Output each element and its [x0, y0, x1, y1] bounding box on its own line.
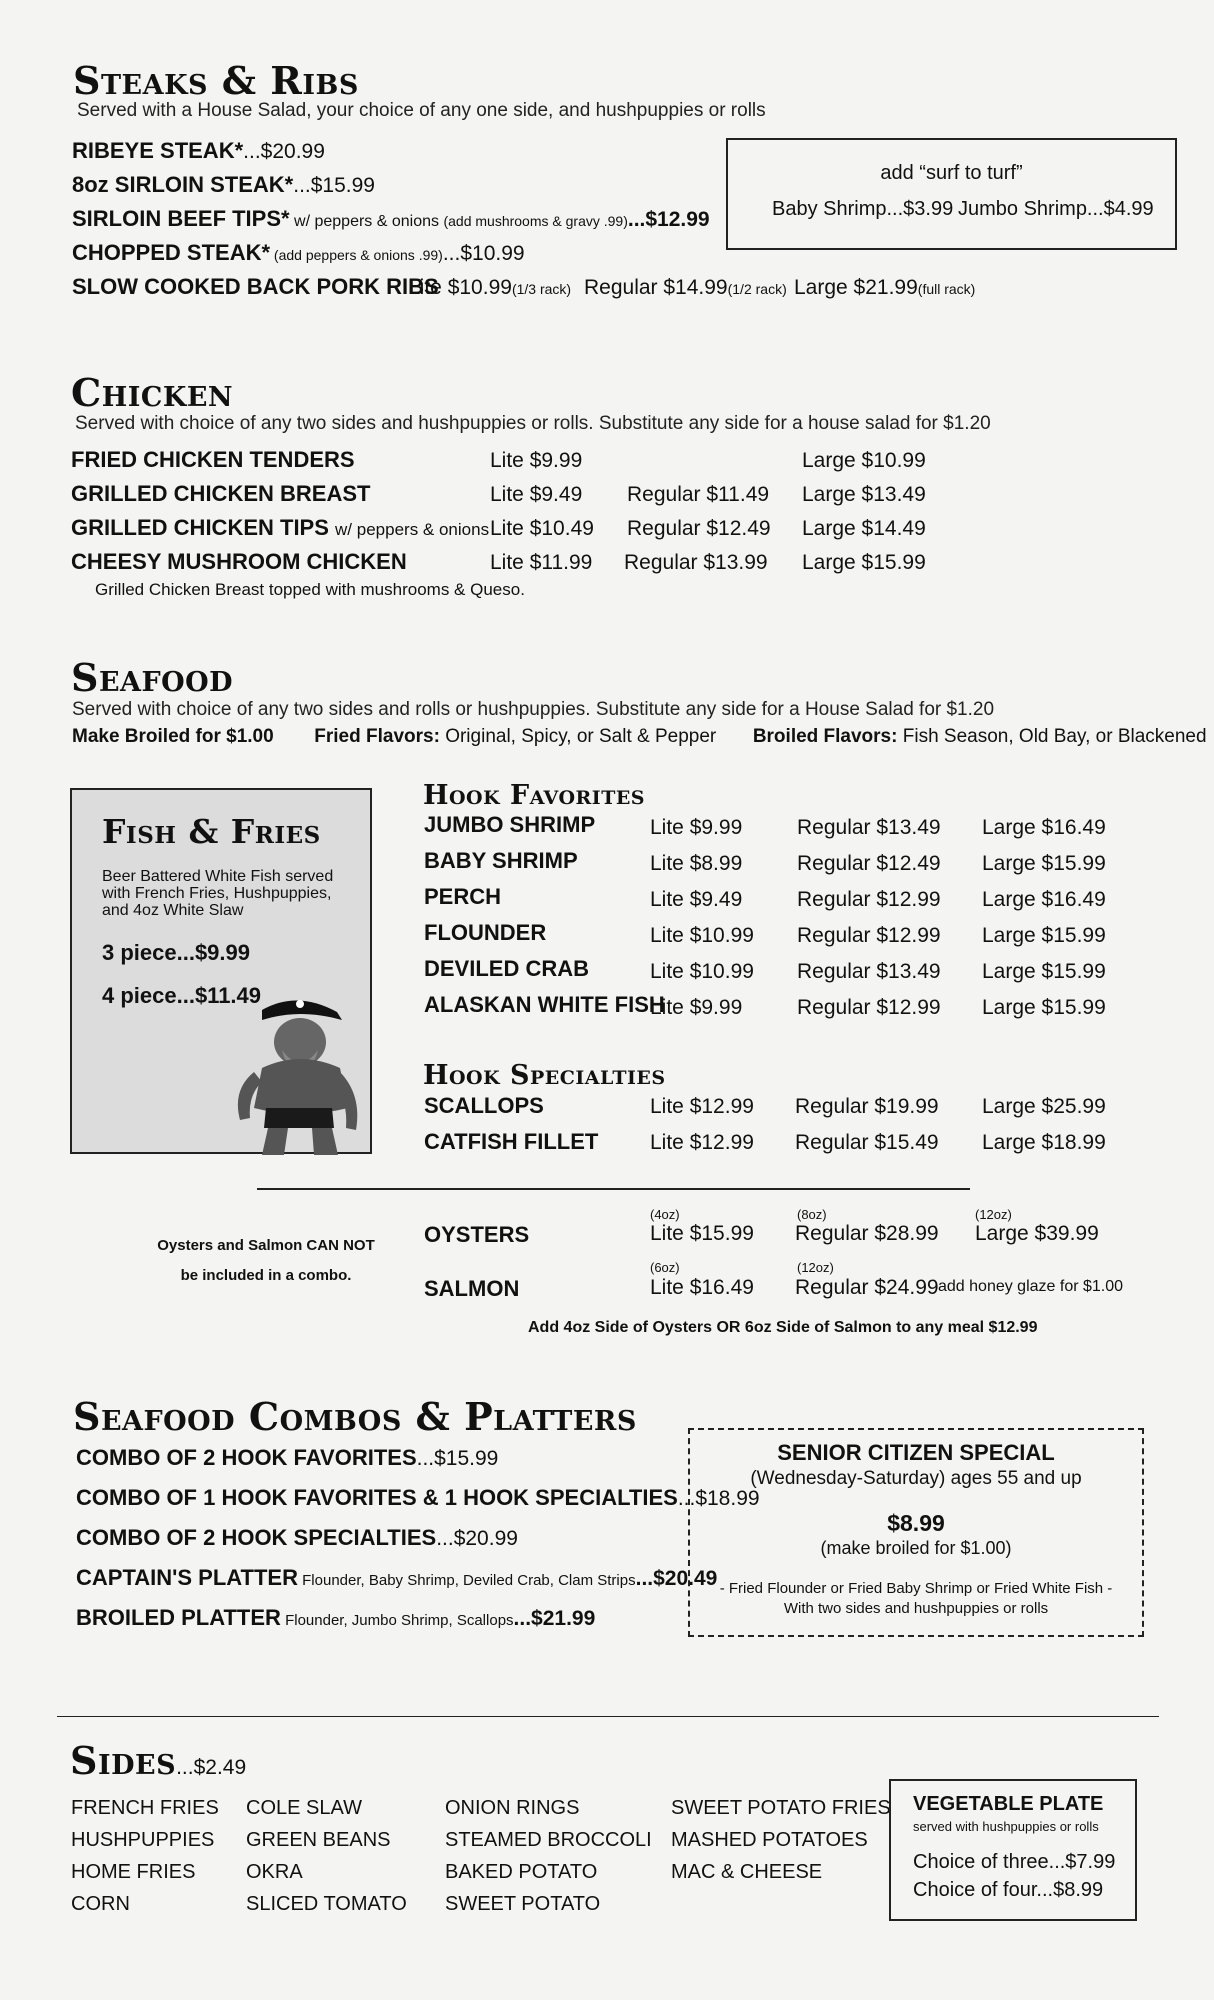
- chicken-row-0-name: FRIED CHICKEN TENDERS: [71, 447, 355, 472]
- side-item: SWEET POTATO: [445, 1893, 601, 1915]
- side-item: STEAMED BROCCOLI: [445, 1829, 652, 1851]
- fav-2-name: PERCH: [424, 884, 502, 909]
- chicken-row-3-regular: Regular $13.99: [624, 551, 768, 574]
- menu-item-pork-ribs: [72, 274, 439, 300]
- side-item: MAC & CHEESE: [671, 1861, 823, 1883]
- sides-price: ...$2.49: [176, 1756, 247, 1779]
- captains-platter-desc: Flounder, Baby Shrimp, Deviled Crab, Clam Strips: [297, 1572, 636, 1589]
- fish-fries-three: 3 piece...$9.99: [102, 940, 250, 965]
- captains-platter-name: CAPTAIN'S PLATTER: [76, 1565, 298, 1590]
- seafood-title: Seafood: [71, 655, 234, 700]
- broiled-platter-desc: Flounder, Jumbo Shrimp, Scallops: [280, 1612, 514, 1629]
- fav-3-large: Large $15.99: [982, 924, 1106, 947]
- combos-title: Seafood Combos & Platters: [73, 1394, 637, 1439]
- hook-specialties-title: Hook Specialties: [423, 1060, 666, 1091]
- salmon-regular-size: (12oz): [797, 1260, 834, 1275]
- add-side-note: Add 4oz Side of Oysters OR 6oz Side of Salmon to any meal $12.99: [528, 1319, 1038, 1336]
- fav-4-name: DEVILED CRAB: [424, 956, 590, 981]
- make-broiled: Make Broiled for $1.00: [72, 726, 274, 747]
- fav-5-regular: Regular $12.99: [797, 996, 941, 1019]
- ribs-regular-note: (1/2 rack): [727, 281, 787, 297]
- fav-1-name: BABY SHRIMP: [424, 848, 578, 873]
- chicken-subtitle: Served with choice of any two sides and hushpuppies or rolls. Substitute any side for a house salad for $1.20: [75, 413, 991, 434]
- item-price: ...$15.99: [293, 174, 375, 197]
- sides-title: Sides: [70, 1738, 177, 1783]
- menu-item-ribeye: [72, 138, 325, 164]
- ribs-lite-price: Lite $10.99: [408, 276, 512, 299]
- broiled-platter-price: ...$21.99: [513, 1607, 596, 1630]
- pirate-bigfoot-mascot-icon: [222, 990, 372, 1160]
- spec-1-lite: Lite $12.99: [650, 1131, 754, 1154]
- oysters-lite: Lite $15.99: [650, 1222, 754, 1245]
- hook-favorites-title: Hook Favorites: [423, 780, 646, 811]
- menu-item-chopped-steak: [72, 240, 525, 266]
- fav-0-regular: Regular $13.49: [797, 816, 941, 839]
- fav-0-large: Large $16.49: [982, 816, 1106, 839]
- sides-header: [70, 1738, 246, 1783]
- salmon-lite-size: (6oz): [650, 1260, 680, 1275]
- combo-2: [76, 1485, 760, 1511]
- fav-1-regular: Regular $12.49: [797, 852, 941, 875]
- item-name: RIBEYE STEAK*: [72, 138, 244, 163]
- captains-platter-price: ...$20.49: [635, 1567, 718, 1590]
- chicken-row-3-lite: Lite $11.99: [490, 551, 593, 574]
- fav-4-regular: Regular $13.49: [797, 960, 941, 983]
- side-item: GREEN BEANS: [246, 1829, 391, 1851]
- spec-1-name: CATFISH FILLET: [424, 1129, 599, 1154]
- fav-5-name: ALASKAN WHITE FISH: [424, 992, 665, 1017]
- combo-1-name: COMBO OF 2 HOOK FAVORITES: [76, 1445, 417, 1470]
- fav-2-regular: Regular $12.99: [797, 888, 941, 911]
- surf-jumbo-shrimp: Jumbo Shrimp...$4.99: [958, 198, 1154, 220]
- senior-title: SENIOR CITIZEN SPECIAL: [777, 1440, 1055, 1465]
- seafood-subtitle: Served with choice of any two sides and rolls or hushpuppies. Substitute any side for a House Salad for $1.20: [72, 699, 995, 720]
- fried-flavors-label: Fried Flavors:: [314, 726, 440, 747]
- fav-4-lite: Lite $10.99: [650, 960, 754, 983]
- chicken-row-1-large: Large $13.49: [802, 483, 926, 506]
- broiled-platter-name: BROILED PLATTER: [76, 1605, 281, 1630]
- side-item: ONION RINGS: [445, 1797, 580, 1819]
- sides-col-3: [445, 1792, 652, 1920]
- combo-note-2: be included in a combo.: [180, 1267, 352, 1284]
- side-item: BAKED POTATO: [445, 1861, 598, 1883]
- side-item: CORN: [71, 1893, 130, 1915]
- vegetable-plate-box: [889, 1779, 1137, 1921]
- fav-0-name: JUMBO SHRIMP: [424, 812, 596, 837]
- chicken-title: Chicken: [71, 370, 234, 415]
- chicken-row-1-lite: Lite $9.49: [490, 483, 583, 506]
- broiled-platter: [76, 1605, 595, 1631]
- fav-2-lite: Lite $9.49: [650, 888, 743, 911]
- oysters-large: Large $39.99: [975, 1222, 1099, 1245]
- item-desc: w/ peppers & onions: [289, 213, 444, 230]
- chicken-row-2-lite: Lite $10.49: [490, 517, 594, 540]
- item-name: 8oz SIRLOIN STEAK*: [72, 172, 294, 197]
- spec-0-regular: Regular $19.99: [795, 1095, 939, 1118]
- item-price: ...$12.99: [627, 208, 710, 231]
- combo-3-price: ...$20.99: [436, 1527, 518, 1550]
- chicken-row-0-lite: Lite $9.99: [490, 449, 583, 472]
- salmon-lite: Lite $16.49: [650, 1276, 754, 1299]
- senior-options: - Fried Flounder or Fried Baby Shrimp or Fried White Fish -: [719, 1580, 1113, 1597]
- fav-5-large: Large $15.99: [982, 996, 1106, 1019]
- combo-3-name: COMBO OF 2 HOOK SPECIALTIES: [76, 1525, 437, 1550]
- combo-2-name: COMBO OF 1 HOOK FAVORITES & 1 HOOK SPECIALTIES: [76, 1485, 678, 1510]
- combo-1: [76, 1445, 498, 1471]
- side-item: HOME FRIES: [71, 1861, 196, 1883]
- sides-col-4: [671, 1792, 891, 1888]
- spec-0-lite: Lite $12.99: [650, 1095, 754, 1118]
- broiled-flavors: Fish Season, Old Bay, or Blackened: [897, 726, 1207, 747]
- sides-divider: [57, 1716, 1159, 1717]
- oysters-regular-size: (8oz): [797, 1207, 827, 1222]
- captains-platter: [76, 1565, 717, 1591]
- chicken-row-0-large: Large $10.99: [802, 449, 926, 472]
- surf-baby-shrimp: Baby Shrimp...$3.99: [772, 198, 954, 220]
- salmon-regular: Regular $24.99: [795, 1276, 939, 1299]
- combo-note-1: Oysters and Salmon CAN NOT: [157, 1237, 375, 1254]
- chicken-row-1-regular: Regular $11.49: [627, 483, 770, 506]
- fav-0-lite: Lite $9.99: [650, 816, 743, 839]
- veg-three: Choice of three...$7.99: [913, 1851, 1116, 1873]
- fish-fries-desc: Beer Battered White Fish served with French Fries, Hushpuppies, and 4oz White Slaw: [102, 868, 334, 919]
- side-item: FRENCH FRIES: [71, 1797, 219, 1819]
- item-name: CHOPPED STEAK*: [72, 240, 271, 265]
- fav-4-large: Large $15.99: [982, 960, 1106, 983]
- sides-col-1: [71, 1792, 219, 1920]
- ribs-large-note: (full rack): [917, 281, 976, 297]
- ribs-regular: [584, 276, 787, 300]
- item-note: (add peppers & onions .99): [270, 247, 443, 263]
- oysters-large-size: (12oz): [975, 1207, 1012, 1222]
- spec-1-large: Large $18.99: [982, 1131, 1106, 1154]
- spec-0-large: Large $25.99: [982, 1095, 1106, 1118]
- chicken-row-2-desc: w/ peppers & onions: [335, 520, 490, 539]
- item-price: ...$10.99: [442, 242, 525, 265]
- item-name: SLOW COOKED BACK PORK RIBS: [72, 274, 439, 299]
- chicken-row-3-large: Large $15.99: [802, 551, 926, 574]
- senior-price: $8.99: [887, 1510, 945, 1536]
- ribs-large: [794, 276, 975, 300]
- fav-1-large: Large $15.99: [982, 852, 1106, 875]
- veg-sub: served with hushpuppies or rolls: [913, 1819, 1099, 1834]
- chicken-row-2-large: Large $14.49: [802, 517, 926, 540]
- side-item: COLE SLAW: [246, 1797, 362, 1819]
- oysters-regular: Regular $28.99: [795, 1222, 939, 1245]
- chicken-row-2-regular: Regular $12.49: [627, 517, 771, 540]
- salmon-name: SALMON: [424, 1276, 520, 1301]
- seafood-divider: [257, 1188, 970, 1190]
- surf-to-turf-box: [726, 138, 1177, 250]
- combo-2-price: ...$18.99: [677, 1487, 760, 1510]
- spec-0-name: SCALLOPS: [424, 1093, 544, 1118]
- oysters-name: OYSTERS: [424, 1222, 530, 1247]
- fav-5-lite: Lite $9.99: [650, 996, 743, 1019]
- senior-broiled: (make broiled for $1.00): [820, 1538, 1012, 1558]
- steaks-title: Steaks & Ribs: [73, 58, 359, 103]
- fish-fries-four: 4 piece...$11.49: [102, 983, 262, 1008]
- ribs-lite: [408, 276, 571, 300]
- fav-2-large: Large $16.49: [982, 888, 1106, 911]
- seafood-flavors: [72, 726, 1207, 748]
- oysters-lite-size: (4oz): [650, 1207, 680, 1222]
- fav-3-lite: Lite $10.99: [650, 924, 754, 947]
- chicken-row-2-name: GRILLED CHICKEN TIPS w/ peppers & onions: [71, 515, 490, 540]
- fish-fries-box: [70, 788, 372, 1154]
- menu-item-beef-tips: [72, 206, 710, 232]
- fish-fries-title: Fish & Fries: [102, 812, 321, 851]
- menu-item-sirloin: [72, 172, 375, 198]
- spec-1-regular: Regular $15.49: [795, 1131, 939, 1154]
- ribs-regular-price: Regular $14.99: [584, 276, 728, 299]
- item-price: ...$20.99: [243, 140, 325, 163]
- senior-with: With two sides and hushpuppies or rolls: [783, 1600, 1049, 1617]
- combo-1-price: ...$15.99: [416, 1447, 499, 1470]
- fav-3-regular: Regular $12.99: [797, 924, 941, 947]
- sides-col-2: [246, 1792, 407, 1920]
- broiled-flavors-label: Broiled Flavors:: [752, 726, 898, 747]
- combo-3: [76, 1525, 518, 1551]
- senior-special-box: [688, 1428, 1144, 1637]
- side-item: HUSHPUPPIES: [71, 1829, 215, 1851]
- senior-days: (Wednesday-Saturday) ages 55 and up: [750, 1468, 1082, 1489]
- veg-title: VEGETABLE PLATE: [913, 1793, 1104, 1815]
- chicken-row-1-name: GRILLED CHICKEN BREAST: [71, 481, 371, 506]
- ribs-large-price: Large $21.99: [794, 276, 918, 299]
- surf-title: add “surf to turf”: [880, 162, 1023, 184]
- fav-1-lite: Lite $8.99: [650, 852, 743, 875]
- item-name: SIRLOIN BEEF TIPS*: [72, 206, 290, 231]
- steaks-subtitle: Served with a House Salad, your choice of any one side, and hushpuppies or rolls: [77, 100, 766, 121]
- side-item: SLICED TOMATO: [246, 1893, 407, 1915]
- ribs-lite-note: (1/3 rack): [511, 281, 572, 297]
- cheesy-chicken-desc: Grilled Chicken Breast topped with mushrooms & Queso.: [95, 580, 525, 599]
- salmon-glaze: add honey glaze for $1.00: [938, 1278, 1124, 1295]
- side-item: MASHED POTATOES: [671, 1829, 868, 1851]
- veg-four: Choice of four...$8.99: [913, 1879, 1104, 1901]
- item-note: (add mushrooms & gravy .99): [443, 213, 628, 229]
- fried-flavors: Original, Spicy, or Salt & Pepper: [439, 726, 717, 747]
- side-item: SWEET POTATO FRIES: [671, 1797, 891, 1819]
- fav-3-name: FLOUNDER: [424, 920, 547, 945]
- side-item: OKRA: [246, 1861, 303, 1883]
- chicken-row-3-name: CHEESY MUSHROOM CHICKEN: [71, 549, 407, 574]
